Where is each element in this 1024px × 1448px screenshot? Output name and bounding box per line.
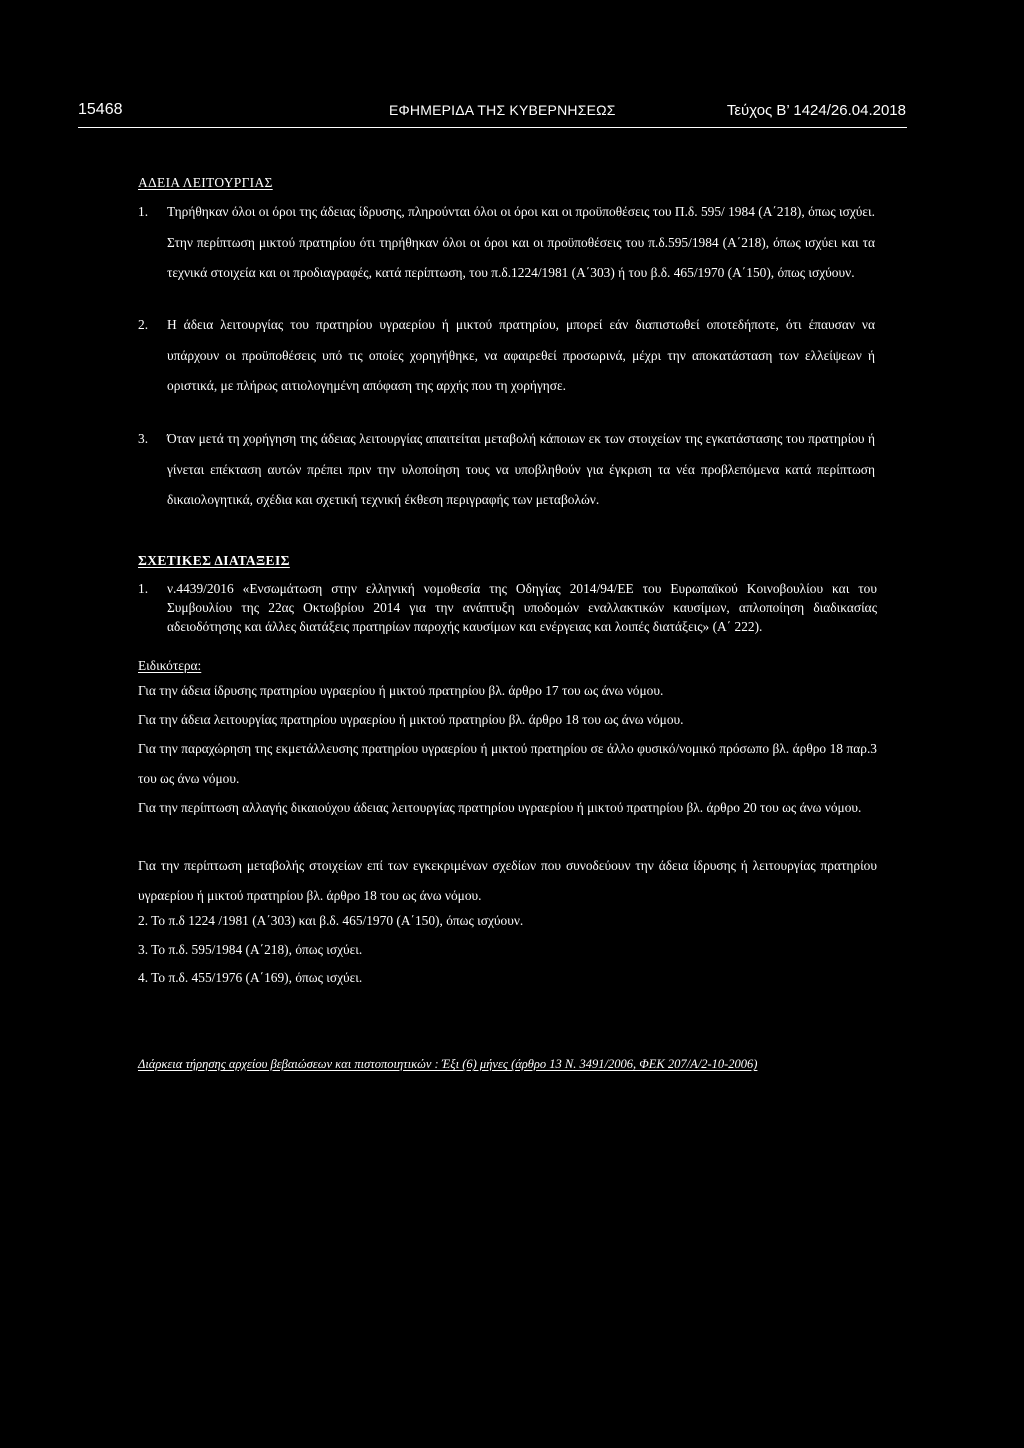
gazette-title: ΕΦΗΜΕΡΙΔΑ ΤΗΣ ΚΥΒΕΡΝΗΣΕΩΣ xyxy=(389,102,616,118)
item-number: 1. xyxy=(138,581,149,596)
law-reference-1 xyxy=(138,580,877,636)
condition-item-1 xyxy=(138,197,875,289)
related-provision-item: 3. Το π.δ. 595/1984 (Α΄218), όπως ισχύει. xyxy=(138,942,363,957)
specifically-label: Ειδικότερα: xyxy=(138,658,202,673)
item-text: Η άδεια λειτουργίας του πρατηρίου υγραερίου ή μικτού πρατηρίου, μπορεί εάν διαπιστωθεί οποτεδήποτε, ότι έπαυσαν να υπάρχουν οι προϋποθέσεις υπό τις οποίες χορηγήθηκε, να αφαιρεθεί προσωρινά, μέχρι την αποκατάσταση των ελλείψεων ή οριστικά, με πλήρως αιτιολογημένη απόφαση της αρχής που τη χορήγησε. xyxy=(167,317,875,393)
issue-reference: Τεύχος Β’ 1424/26.04.2018 xyxy=(726,102,906,119)
specific-provision: Για την περίπτωση αλλαγής δικαιούχου άδειας λειτουργίας πρατηρίου υγραερίου ή μικτού πρατηρίου βλ. άρθρο 20 του ως άνω νόμου. xyxy=(138,800,862,815)
item-number: 2. xyxy=(138,317,149,332)
item-number: 1. xyxy=(138,204,149,219)
operation-permit-heading: ΑΔΕΙΑ ΛΕΙΤΟΥΡΓΙΑΣ xyxy=(138,175,273,190)
item-text: Τηρήθηκαν όλοι οι όροι της άδειας ίδρυσης, πληρούνται όλοι οι όροι και οι προϋποθέσεις του Π.δ. 595/ 1984 (Α΄218), όπως ισχύει. Στην περίπτωση μικτού πρατηρίου ότι τηρήθηκαν όλοι οι όροι και οι προϋποθέσεις του π.δ.595/1984 (Α΄218), όπως ισχύει και τα τεχνικά στοιχεία και οι προδιαγραφές, κατά περίπτωση, του π.δ.1224/1981 (Α΄303) ή του β.δ. 465/1970 (Α΄150), όπως ισχύουν. xyxy=(167,204,875,280)
item-text: Όταν μετά τη χορήγηση της άδειας λειτουργίας απαιτείται μεταβολή κάποιων εκ των στοιχείων της εγκατάστασης του πρατηρίου ή γίνεται επέκταση αυτών πρέπει πριν την υλοποίηση τους να υποβληθούν για έγκριση τα νέα προβλεπόμενα κατά περίπτωση δικαιολογητικά, σχέδια και σχετική τεχνική έκθεση περιγραφής των μεταβολών. xyxy=(167,431,875,507)
specific-provision: Για την παραχώρηση της εκμετάλλευσης πρατηρίου υγραερίου ή μικτού πρατηρίου σε άλλο φυσικό/νομικό πρόσωπο βλ. άρθρο 18 παρ.3 του ως άνω νόμου. xyxy=(138,741,877,786)
page-number: 15468 xyxy=(78,101,123,118)
related-provisions-heading: ΣΧΕΤΙΚΕΣ ΔΙΑΤΑΞΕΙΣ xyxy=(138,553,290,568)
condition-item-3 xyxy=(138,424,875,516)
specific-provision: Για την άδεια ίδρυσης πρατηρίου υγραερίου ή μικτού πρατηρίου βλ. άρθρο 17 του ως άνω νόμου. xyxy=(138,683,664,698)
related-provision-item: 4. Το π.δ. 455/1976 (Α΄169), όπως ισχύει. xyxy=(138,970,363,985)
specific-provision: Για την άδεια λειτουργίας πρατηρίου υγραερίου ή μικτού πρατηρίου βλ. άρθρο 18 του ως άνω νόμου. xyxy=(138,712,684,727)
retention-period-note: Διάρκεια τήρησης αρχείου βεβαιώσεων και πιστοποιητικών : Έξι (6) μήνες (άρθρο 13 Ν. 3491/2006, ΦΕΚ 207/Α/2-10-2006) xyxy=(138,1057,758,1071)
related-provision-item: 2. Το π.δ 1224 /1981 (Α΄303) και β.δ. 465/1970 (Α΄150), όπως ισχύουν. xyxy=(138,913,524,928)
condition-item-2 xyxy=(138,310,875,402)
law-text: ν.4439/2016 «Ενσωμάτωση στην ελληνική νομοθεσία της Οδηγίας 2014/94/ΕΕ του Ευρωπαϊκού Κοινοβουλίου και του Συμβουλίου της 22ας Οκτωβρίου 2014 για την ανάπτυξη υποδομών εναλλακτικών καυσίμων, απλοποίηση διαδικασίας αδειοδότησης και άλλες διατάξεις πρατηρίων παροχής καυσίμων και ενέργειας και λοιπές διατάξεις» (Α΄ 222). xyxy=(167,581,877,634)
page-header xyxy=(78,101,907,128)
specific-provision: Για την περίπτωση μεταβολής στοιχείων επί των εγκεκριμένων σχεδίων που συνοδεύουν την άδεια ίδρυσης ή λειτουργίας πρατηρίου υγραερίου ή μικτού πρατηρίου βλ. άρθρο 18 του ως άνω νόμου. xyxy=(138,858,877,903)
item-number: 3. xyxy=(138,431,149,446)
